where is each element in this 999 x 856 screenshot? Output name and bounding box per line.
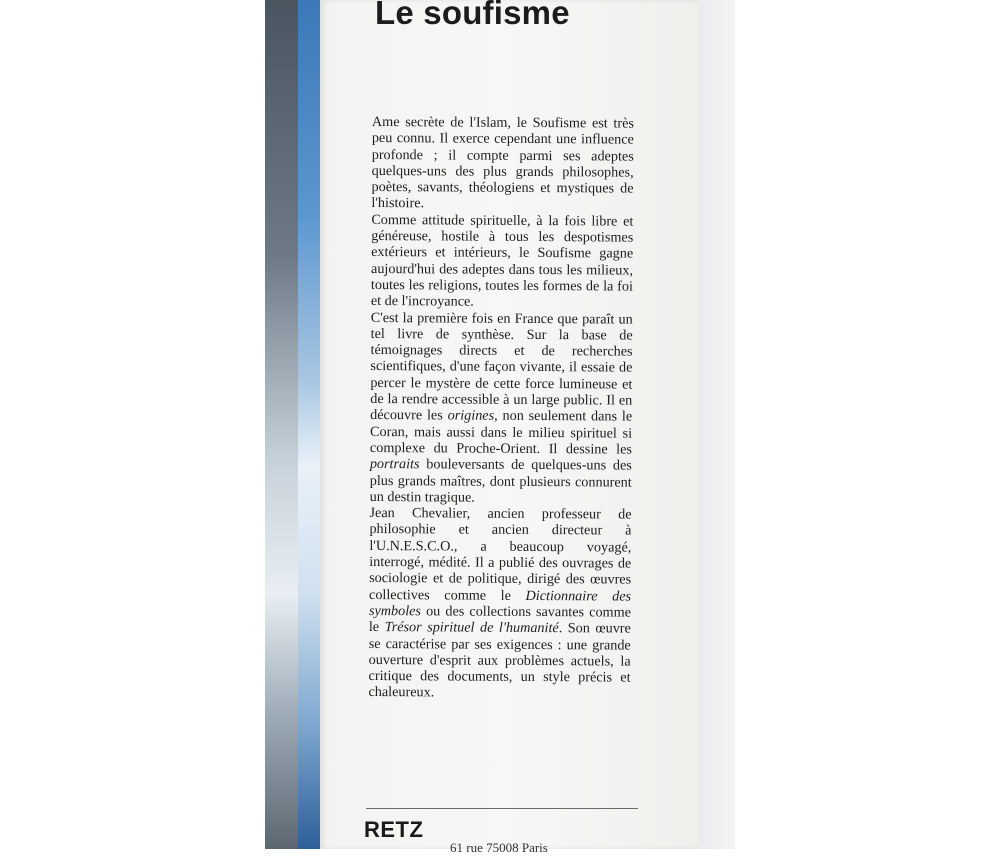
text-segment: ou des collections savantes comme le — [368, 603, 632, 636]
italic-text: Dictionnaire des symboles — [368, 587, 632, 620]
italic-text: portraits — [369, 456, 420, 473]
italic-text: Trésor spirituel de l'humanité — [384, 619, 559, 637]
paragraph-author — [368, 505, 631, 702]
text-segment: C'est la première fois en France que paraît un tel livre de synthèse. Sur la base de témoignages directs et de recherches scientifiques, d'une façon vivante, il essaie de percer le mystère de cette force lumineuse et de la rendre accessible à un large public. Il en découvre les — [370, 309, 633, 424]
publisher-address: 61 rue 75008 Paris — [450, 840, 548, 855]
text-segment: Comme attitude spirituelle, à la fois libre et généreuse, hostile à tous les despotismes extérieurs et intérieurs, le Soufisme gagne aujourd'hui des adeptes dans tous les milieux, toutes les religions, toutes les formes de la foi et de l'incroyance. — [370, 211, 634, 310]
divider-line — [366, 808, 638, 809]
text-segment: Jean Chevalier, ancien professeur de philosophie et ancien directeur à l'U.N.E.S.C.O., a beaucoup voyagé, interrogé, médité. Il a publié des ouvrages de sociologie et de politique, dirigé des œuvres collectives comme le — [369, 505, 632, 604]
text-segment: bouleversants de quelques-uns des plus grands maîtres, dont plusieurs connurent un destin tragique. — [369, 456, 632, 506]
publisher-logo: RETZ — [364, 817, 424, 842]
paragraph-attitude — [371, 212, 634, 311]
text-segment: . Son œuvre se caractérise par ses exigences : une grande ouverture d'esprit aux problèmes actuels, la critique des documents, un style précis et chaleureux. — [368, 620, 631, 701]
italic-text: origines — [447, 407, 495, 425]
paragraph-intro — [371, 114, 634, 213]
text-segment: , non seulement dans le Coran, mais aussi dans le milieu spirituel si complexe du Proche-Orient. Il dessine les — [369, 408, 633, 458]
cover-blurb — [368, 114, 634, 702]
text-segment: Ame secrète de l'Islam, le Soufisme est très peu connu. Il exerce cependant une influence profonde ; il compte parmi ses adeptes quelques-uns des plus grands philosophes, poètes, savants, théologiens et mystiques de l'histoire. — [371, 114, 634, 212]
paragraph-book — [370, 310, 633, 507]
book-title: Le soufisme — [375, 0, 570, 31]
